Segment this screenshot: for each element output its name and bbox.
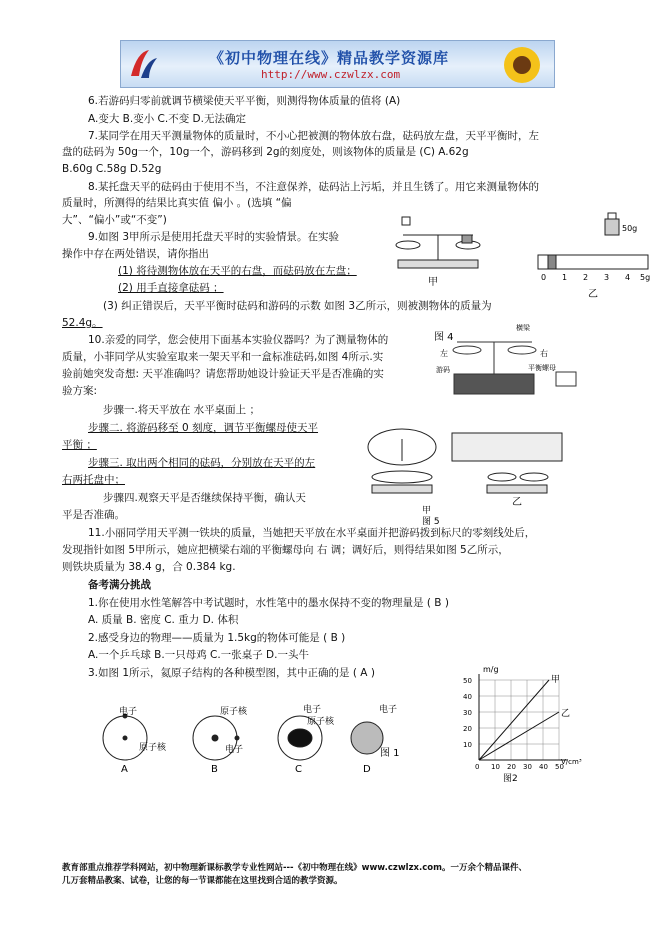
ruler-3: 3 (604, 273, 610, 282)
xtick-30: 30 (523, 763, 532, 771)
footer-line-2: 几万套精品教案、试卷，让您的每一节课都能在这里找到合适的教学资源。 (62, 876, 343, 886)
xtick-40: 40 (539, 763, 548, 771)
series-jia-line (479, 680, 549, 760)
figure-5 (362, 425, 577, 525)
ruler-4: 4 (625, 273, 631, 282)
label-dianzi-b: 电子 (225, 745, 244, 755)
q10-step3: 步骤三. 取出两个相同的砝码，分别放在天平的左 (88, 457, 316, 469)
q10-step2: 步骤二. 将游码移至 0 刻度，调节平衡螺母使天平 (88, 422, 319, 434)
label-left: 左 (440, 349, 448, 358)
q8-line1: 8.某托盘天平的砝码由于使用不当，不注意保养，砝码沾上污垢，并且生锈了。用它来测量物体的 (88, 181, 540, 193)
weight-label: 50g (622, 224, 638, 233)
c2: 2.感受身边的物理——质量为 1.5kg的物体可能是 ( B ) (88, 632, 346, 644)
ruler-2: 2 (583, 273, 589, 282)
q10-step2b: 平衡 ； (62, 439, 97, 451)
q10-line2: 质量，小菲同学从实验室取来一架天平和一盒标准砝码,如图 4所示.实 (62, 351, 384, 363)
q6: 6.若游码归零前就调节横梁使天平平衡，则测得物体质量的值将 (A) (88, 95, 401, 107)
q9-answer2: (2) 用手直接拿砝码 ； (118, 282, 224, 294)
figure-1-atom-models (95, 700, 415, 780)
q7-line1: 7.某同学在用天平测量物体的质量时，不小心把被测的物体放右盘，砝码放左盘，天平平衡时，左 (88, 130, 540, 142)
fig4-caption: 图 4 (434, 332, 454, 343)
logo-icon (127, 46, 159, 82)
q10-line1: 10.亲爱的同学，您会使用下面基本实验仪器吗？为了测量物体的 (88, 334, 389, 346)
c3: 3.如图 1所示，氦原子结构的各种模型图，其中正确的是 ( A ) (88, 667, 375, 679)
c1-options: A. 质量 B. 密度 C. 重力 D. 体积 (88, 614, 239, 626)
label-dianzi-d: 电子 (379, 705, 398, 715)
fig5-caption: 图 5 (422, 517, 440, 525)
q10-line4: 验方案: (62, 385, 98, 397)
ruler-5: 5g (640, 273, 650, 282)
series-jia-label: 甲 (551, 675, 561, 685)
label-hexin-c: 原子核 (307, 717, 335, 727)
fig1-caption: 图 1 (380, 748, 400, 759)
q9-line3: (3) 纠正错误后，天平平衡时砝码和游码的示数 如图 3乙所示，则被测物体的质量为 (103, 300, 492, 312)
series-yi-line (479, 712, 559, 760)
figure-3 (388, 205, 650, 315)
xtick-20: 20 (507, 763, 516, 771)
c1: 1.你在使用水性笔解答中考试题时，水性笔中的墨水保持不变的物理量是 ( B ) (88, 597, 449, 609)
fig3-jia: 甲 (428, 277, 438, 288)
ytick-20: 20 (463, 725, 472, 733)
fig5-jia: 甲 (422, 506, 432, 516)
q10-step4: 步骤四.观察天平是否继续保持平衡，确认天 (103, 492, 306, 504)
label-youma: 游码 (436, 366, 450, 374)
q10-step4b: 平是否准确。 (62, 509, 125, 521)
series-yi-label: 乙 (561, 709, 571, 719)
ytick-40: 40 (463, 693, 472, 701)
banner-title: 《初中物理在线》精品教学资源库 (209, 49, 450, 67)
fig3-yi: 乙 (588, 289, 598, 300)
q11-line1: 11.小丽同学用天平测一铁块的质量，当她把天平放在水平桌面并把游码拨到标尺的零刻线处后， (88, 527, 536, 539)
graph-xlabel: V/cm³ (561, 758, 582, 766)
q9-line2: 操作中存在两处错误，请你指出 (62, 248, 209, 260)
graph-ylabel: m/g (483, 665, 499, 674)
banner-url: http://www.czwlzx.com (261, 68, 401, 81)
section-heading: 备考满分挑战 (88, 579, 151, 591)
q7-options: B.60g C.58g D.52g (62, 163, 162, 175)
label-right: 右 (540, 349, 548, 358)
graph-caption: 图2 (503, 774, 518, 784)
ytick-30: 30 (463, 709, 472, 717)
label-pingheng: 平衡螺母 (528, 364, 556, 372)
ruler-1: 1 (562, 273, 568, 282)
footer-line-1: 教育部重点推荐学科网站，初中物理新课标教学专业性网站---《初中物理在线》www.czwlzx.com。一万余个精品课件、 (62, 863, 527, 873)
q9-answer1: (1) 将待测物体放在天平的右盘，而砝码放在左盘； (118, 265, 357, 277)
label-hengliang: 横梁 (516, 324, 530, 332)
ytick-10: 10 (463, 741, 472, 749)
label-dianzi-a: 电子 (119, 707, 138, 717)
figure-2-graph (455, 660, 595, 785)
q10-line3: 验前她突发奇想: 天平准确吗？请您帮助她设计验证天平是否准确的实 (62, 368, 384, 380)
page-footer (62, 862, 527, 888)
label-hexin-b: 原子核 (220, 707, 248, 717)
ytick-50: 50 (463, 677, 472, 685)
q11-line3: 则铁块质量为 38.4 g，合 0.384 kg. (62, 561, 236, 573)
c2-options: A.一个乒乓球 B.一只母鸡 C.一张桌子 D.一头牛 (88, 649, 309, 661)
q8-line2: 质量时，所测得的结果比真实值 偏小 。(选填 “偏 (62, 197, 292, 209)
label-dianzi-c: 电子 (303, 705, 322, 715)
opt-c: C (295, 764, 302, 775)
opt-a: A (121, 764, 128, 775)
fig5-yi: 乙 (512, 497, 522, 508)
q10-step3b: 右两托盘中； (62, 474, 125, 486)
label-hexin-a: 原子核 (139, 743, 167, 753)
q9-line1: 9.如图 3甲所示是使用托盘天平时的实验情景。在实验 (88, 231, 340, 243)
xtick-10: 10 (491, 763, 500, 771)
q10-step1: 步骤一.将天平放在 水平桌面上 ； (103, 404, 261, 416)
opt-d: D (363, 764, 371, 775)
q8-line3: 大”、“偏小”或“不变”) (62, 214, 167, 226)
header-banner (120, 40, 555, 88)
q7-line2: 盘的砝码为 50g一个，10g一个，游码移到 2g的刻度处，则该物体的质量是 (C) A.62g (62, 146, 469, 158)
q9-answer3: 52.4g。 (62, 317, 103, 329)
q11-line2: 发现指针如图 5甲所示，她应把横梁右端的平衡螺母向 右 调；调好后，则得结果如图 5乙所示， (62, 544, 509, 556)
xtick-50: 50 (555, 763, 564, 771)
sunflower-icon (500, 43, 544, 87)
opt-b: B (211, 764, 218, 775)
q6-options: A.变大 B.变小 C.不变 D.无法确定 (88, 113, 246, 125)
xtick-0: 0 (475, 763, 480, 771)
figure-4 (432, 322, 582, 402)
ruler-0: 0 (541, 273, 547, 282)
